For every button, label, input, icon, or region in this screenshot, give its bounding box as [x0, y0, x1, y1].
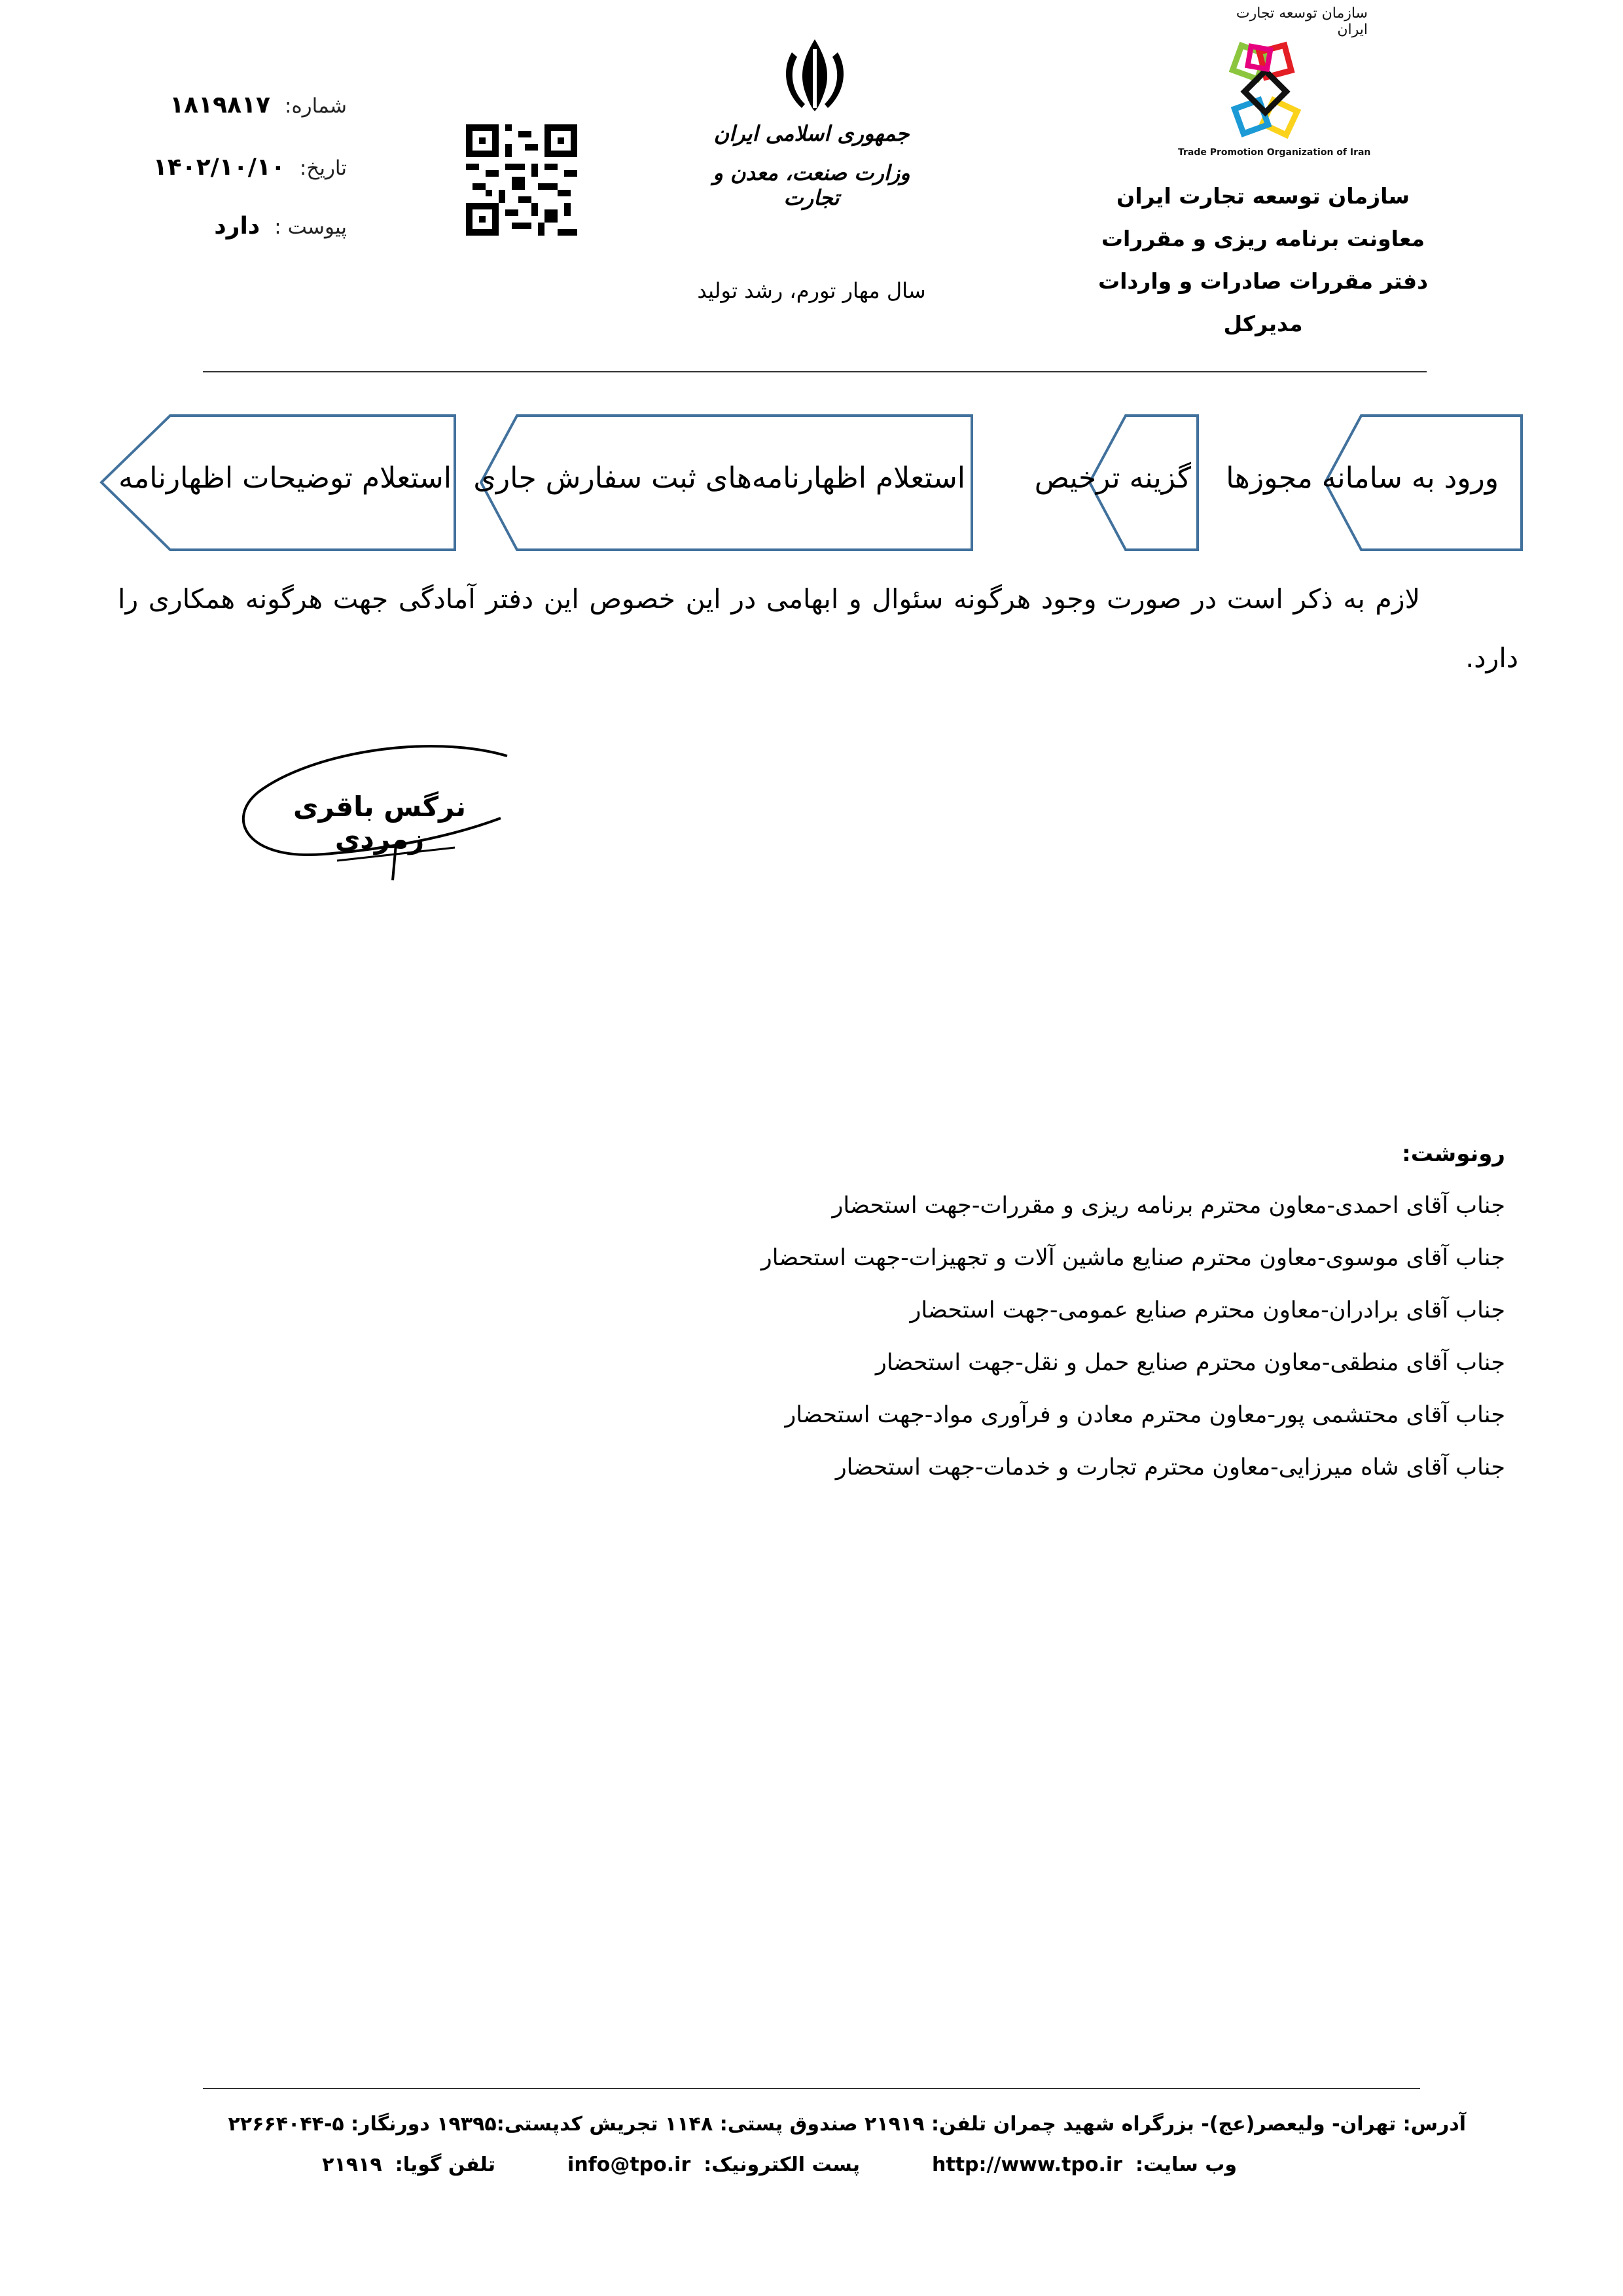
date-label: تاریخ:	[299, 156, 347, 180]
emblem-country: جمهوری اسلامی ایران	[713, 121, 910, 146]
org-office: دفتر مقررات صادرات و واردات	[1097, 268, 1429, 294]
cc-item: جناب آقای شاه میرزایی-معاون محترم تجارت و خدمات-جهت استحضار	[835, 1454, 1505, 1480]
logo-en-text: Trade Promotion Organization of Iran	[1178, 147, 1371, 158]
footer-contact-line	[322, 2153, 1237, 2176]
attachment-label: پیوست :	[274, 215, 347, 239]
number-value: ۱۸۱۹۸۱۷	[169, 92, 270, 118]
tpo-logo	[1158, 5, 1371, 164]
cc-item: جناب آقای موسوی-معاون محترم صنایع ماشین آلات و تجهیزات-جهت استحضار	[760, 1245, 1505, 1271]
footer-divider	[203, 2088, 1420, 2089]
signatory-name: نرگس باقری زمردی	[293, 791, 466, 855]
header-divider	[203, 371, 1427, 372]
letter-number-row	[169, 92, 347, 118]
voice-value: ۲۱۹۱۹	[322, 2153, 382, 2176]
flow-step-1: ورود به سامانه مجوزها	[1226, 461, 1499, 495]
emblem-ministry: وزارت صنعت، معدن و تجارت	[713, 160, 910, 210]
attachment-value: دارد	[214, 213, 260, 240]
org-deputy: معاونت برنامه ریزی و مقررات	[1101, 226, 1425, 251]
logo-fa-text: سازمان توسعه تجارت ایران	[1236, 5, 1368, 38]
footer-address-line: آدرس: تهران- ولیعصر(عج)- بزرگراه شهید چمران تلفن: ۲۱۹۱۹ صندوق پستی: ۱۱۴۸ تجریش کدپستی:۱۹۳۹۵ دورنگار: ۵-۲۲۶۶۴۰۴۴	[228, 2113, 1466, 2136]
org-name: سازمان توسعه تجارت ایران	[1116, 183, 1410, 209]
website-link[interactable]: http://www.tpo.ir	[932, 2153, 1122, 2176]
year-slogan: سال مهار تورم، رشد تولید	[697, 278, 926, 303]
email-link[interactable]: info@tpo.ir	[567, 2153, 691, 2176]
org-title: مدیرکل	[1223, 311, 1303, 336]
cc-item: جناب آقای احمدی-معاون محترم برنامه ریزی و مقررات-جهت استحضار	[832, 1193, 1505, 1219]
date-value: ۱۴۰۲/۱۰/۱۰	[152, 154, 285, 181]
flow-step-3: استعلام اظهارنامه‌های ثبت سفارش جاری	[473, 461, 965, 495]
cc-item: جناب آقای منطقی-معاون محترم صنایع حمل و نقل-جهت استحضار	[875, 1350, 1505, 1376]
body-paragraph: لازم به ذکر است در صورت وجود هرگونه سئوال و ابهامی در این خصوص این دفتر آمادگی جهت هرگونه همکاری را دارد.	[118, 583, 1518, 673]
flow-step-2: گزینه ترخیص	[1034, 461, 1191, 495]
cc-item: جناب آقای برادران-معاون محترم صنایع عمومی-جهت استحضار	[910, 1297, 1505, 1323]
cc-heading: رونوشت:	[1402, 1141, 1505, 1167]
iran-emblem	[779, 36, 851, 115]
letter-attachment-row	[214, 213, 347, 240]
voice-label: تلفن گویا:	[395, 2153, 496, 2176]
number-label: شماره:	[285, 94, 347, 118]
qr-code	[466, 124, 577, 236]
flow-step-4: استعلام توضیحات اظهارنامه	[118, 461, 452, 495]
website-label: وب سایت:	[1135, 2153, 1237, 2176]
letter-date-row	[153, 154, 347, 181]
cc-item: جناب آقای محتشمی پور-معاون محترم معادن و فرآوری مواد-جهت استحضار	[785, 1402, 1505, 1428]
email-label: پست الکترونیک:	[704, 2153, 861, 2176]
